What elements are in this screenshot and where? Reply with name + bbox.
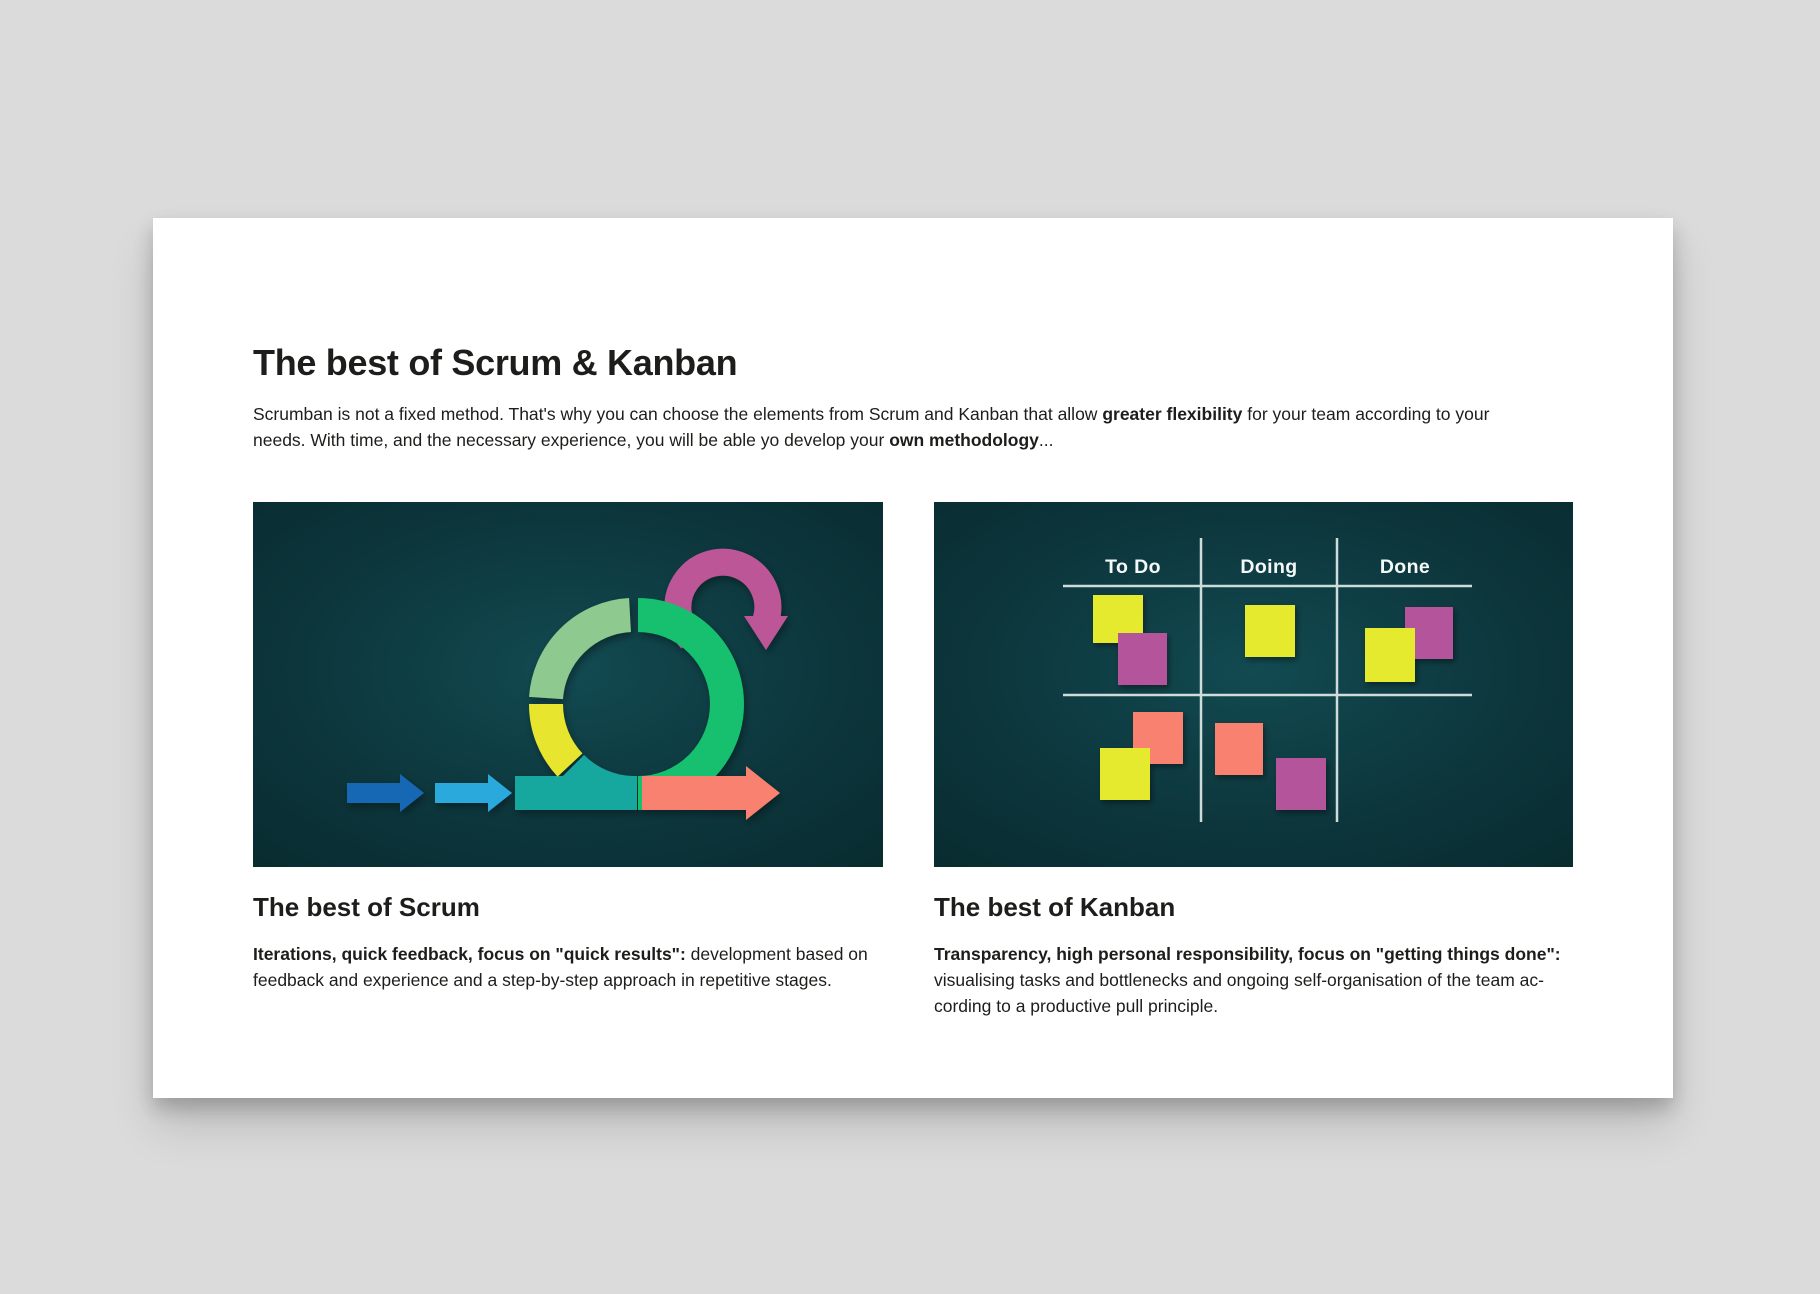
page-title: The best of Scrum & Kanban <box>253 342 738 383</box>
kanban-section-body <box>934 941 1584 1019</box>
sticky-note-doing-bottom-salmon <box>1215 723 1263 775</box>
scrum-body-line2: feedback and experience and a step-by-step approach in repetitive stages. <box>253 970 832 990</box>
scrum-body-lead: Iterations, quick feedback, focus on "quick results": <box>253 944 686 964</box>
scrum-diagram-panel <box>253 502 883 867</box>
kanban-body-line2: visualising tasks and bottlenecks and ongoing self-organisation of the team ac- <box>934 970 1544 990</box>
kanban-body-lead: Transparency, high personal responsibility, focus on "getting things done": <box>934 944 1561 964</box>
kanban-column-headers <box>1105 556 1430 578</box>
scrum-body-line1-rest: development based on <box>685 944 868 964</box>
kanban-section-heading: The best of Kanban <box>934 892 1176 922</box>
sticky-note-todo-bottom-yellow <box>1100 748 1150 800</box>
scrum-section-body <box>253 941 893 993</box>
sticky-note-todo-top-magenta <box>1118 633 1167 685</box>
kanban-caption <box>934 892 1584 1019</box>
column-header-todo: To Do <box>1105 556 1161 578</box>
column-header-done: Done <box>1379 556 1431 578</box>
kanban-board <box>934 502 1573 867</box>
scrum-diagram <box>253 502 883 867</box>
scrum-caption <box>253 892 893 993</box>
sticky-note-done-top-yellow <box>1365 628 1415 682</box>
intro-line2-bold: own methodology <box>889 429 1039 450</box>
intro-line1-pre: Scrumban is not a fixed method. That's why you can choose the elements from Scrum and Kanban that allow <box>253 404 1103 424</box>
intro-line1-bold: greater flexibility <box>1102 404 1243 424</box>
intro-line2-post: ... <box>1038 429 1054 450</box>
kanban-body-line3: cording to a productive pull principle. <box>934 996 1219 1016</box>
intro-paragraph <box>253 402 1593 453</box>
scrum-section-heading: The best of Scrum <box>253 892 480 922</box>
intro-line1-post: for your team according to your <box>1242 404 1490 424</box>
scrum-panel-background <box>253 502 883 867</box>
slide-card <box>153 218 1673 1098</box>
intro-line2-pre: needs. With time, and the necessary experience, you will be able yo develop your <box>253 429 890 450</box>
sticky-note-doing-bottom-magenta <box>1276 758 1326 810</box>
sticky-note-doing-top-yellow <box>1245 605 1295 657</box>
column-header-doing: Doing <box>1240 556 1298 578</box>
kanban-board-panel <box>934 502 1573 867</box>
